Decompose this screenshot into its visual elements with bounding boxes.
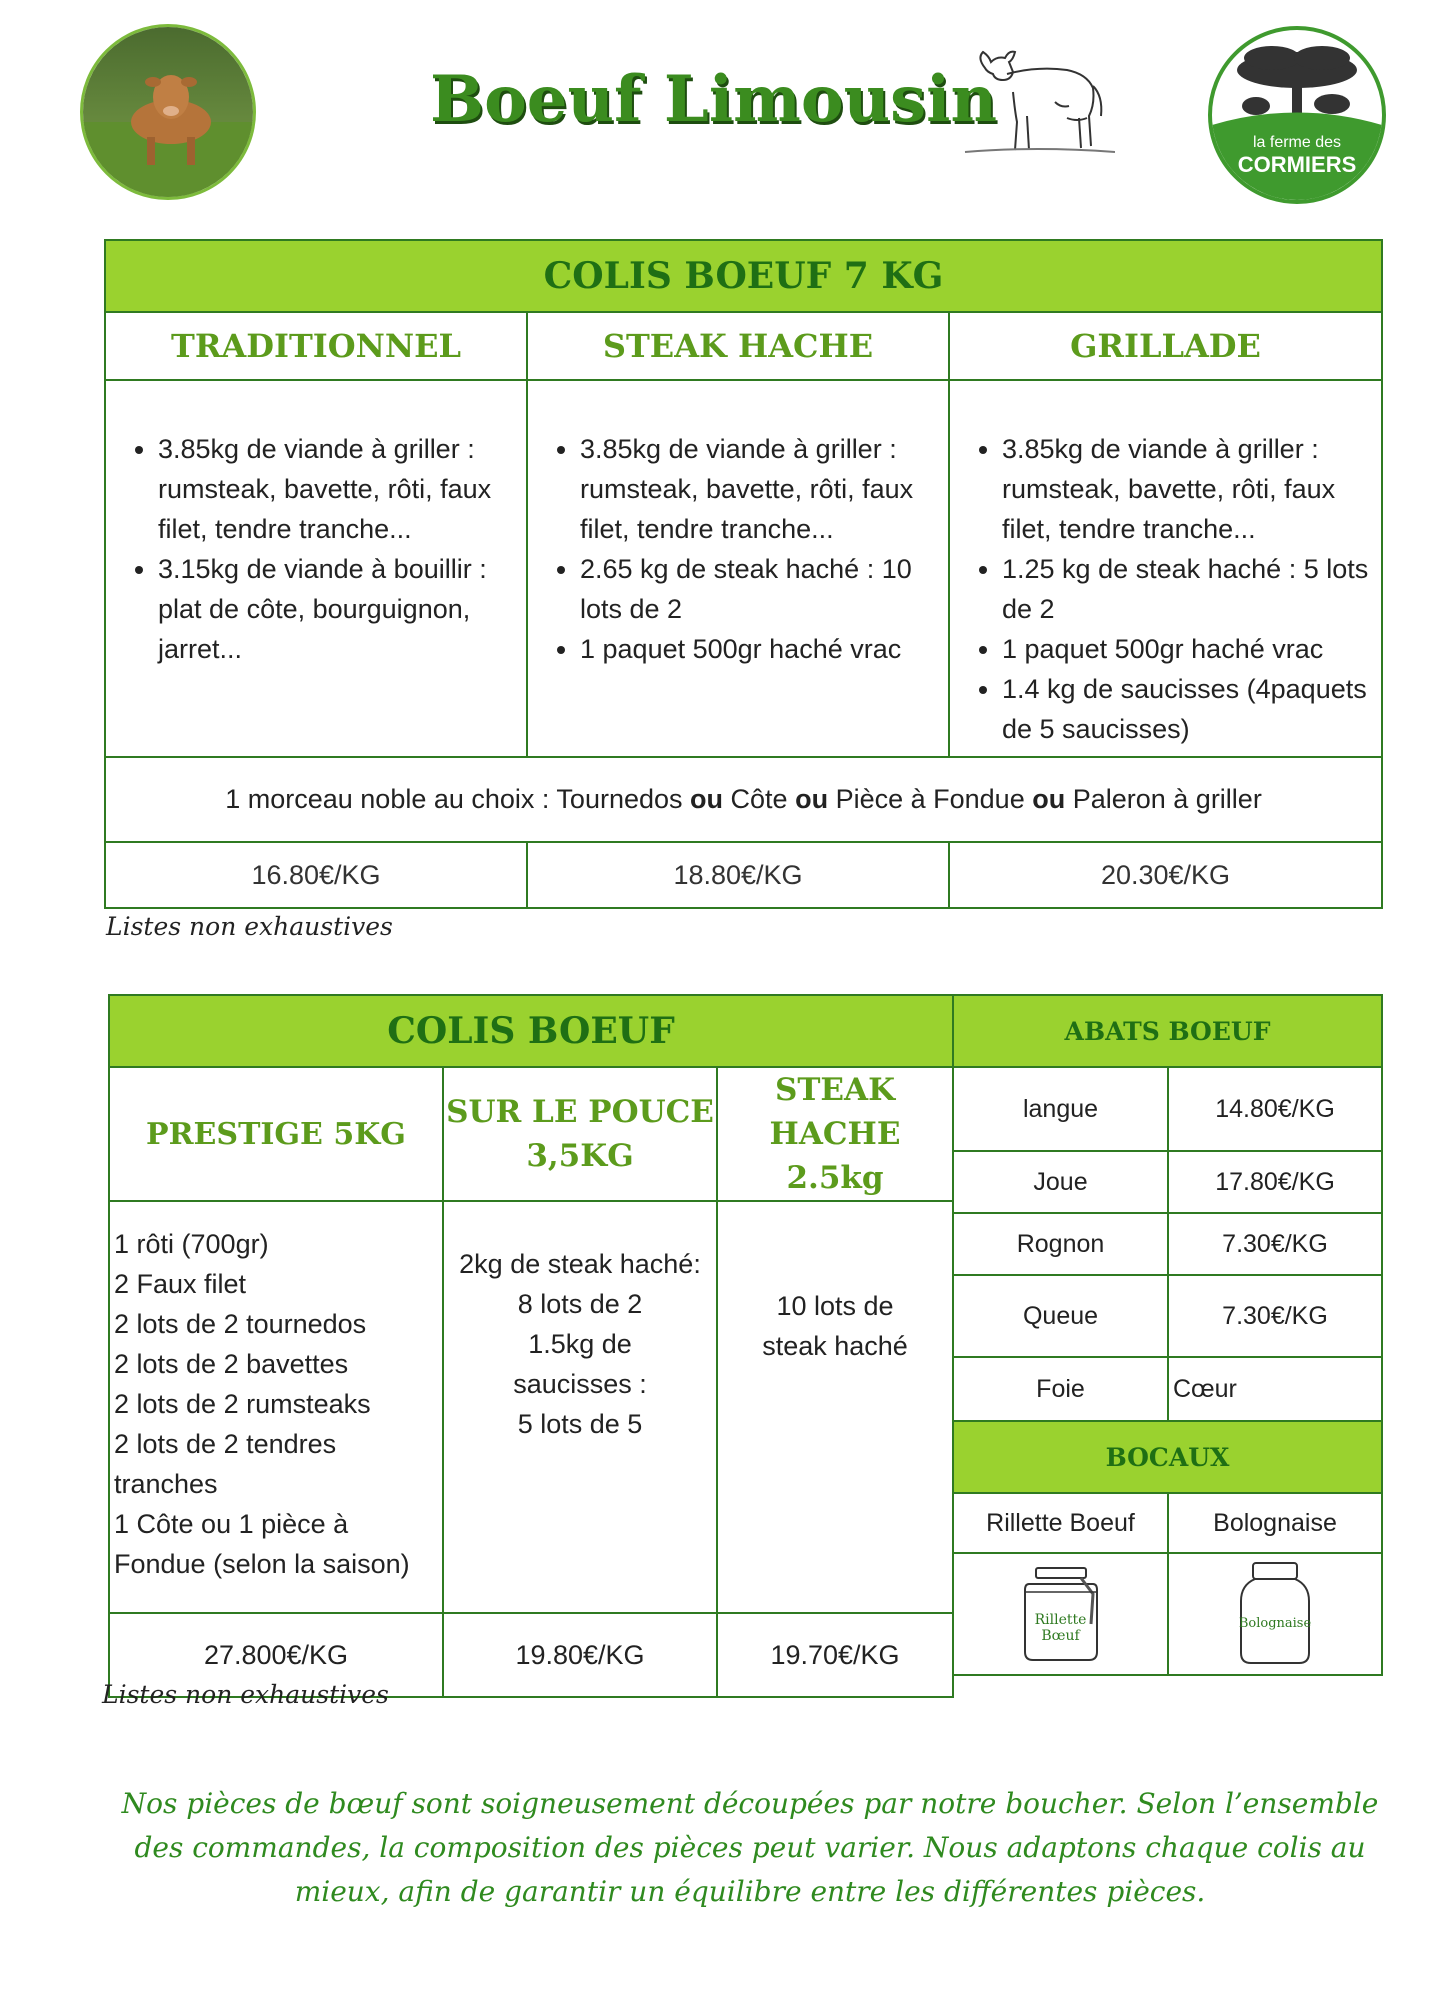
prestige-contents: 1 rôti (700gr) 2 Faux filet 2 lots de 2 tournedos 2 lots de 2 bavettes 2 lots de 2 rumsteaks 2 lots de 2 tendres tranches 1 Côte ou 1 pièce à Fondue (selon la saison)	[109, 1201, 443, 1613]
list-item: • 1.25 kg de steak haché : 5 lots de 2	[1002, 549, 1375, 629]
abats-title: ABATS BOEUF	[953, 995, 1382, 1067]
list-item: • 1.4 kg de saucisses (4paquets de 5 saucisses)	[1002, 669, 1375, 749]
abats-price-queue: 7.30€/KG	[1168, 1275, 1382, 1357]
abats-name-langue: langue	[953, 1067, 1168, 1151]
col-header-steak-hache: STEAK HACHE	[527, 312, 949, 380]
price-grillade: 20.30€/KG	[949, 842, 1382, 908]
price-steak-hache: 18.80€/KG	[527, 842, 949, 908]
bocal-name-bolognaise: Bolognaise	[1168, 1493, 1382, 1553]
colis-7kg-table	[104, 239, 1383, 909]
col-header-traditionnel: TRADITIONNEL	[105, 312, 527, 380]
col-header-prestige: PRESTIGE 5KG	[109, 1067, 443, 1201]
page-title: Boeuf Limousin	[430, 62, 997, 137]
sur-le-pouce-contents: 2kg de steak haché: 8 lots de 2 1.5kg de saucisses : 5 lots de 5	[443, 1201, 717, 1613]
col-header-grillade: GRILLADE	[949, 312, 1382, 380]
traditionnel-contents	[105, 380, 527, 757]
colis-7kg-title: COLIS BOEUF 7 KG	[105, 240, 1382, 312]
abats-price-langue: 14.80€/KG	[1168, 1067, 1382, 1151]
list-item: • 1 paquet 500gr haché vrac	[1002, 629, 1375, 669]
farm-logo-text: la ferme des CORMIERS	[1237, 134, 1357, 177]
abats-name-foie: Foie	[953, 1357, 1168, 1421]
abats-name-queue: Queue	[953, 1275, 1168, 1357]
abats-price-joue: 17.80€/KG	[1168, 1151, 1382, 1213]
farm-logo	[1208, 26, 1386, 204]
footer-note: Nos pièces de bœuf sont soigneusement découpées par notre boucher. Selon l’ensemble des commandes, la composition des pièces peut varier. Nous adaptons chaque colis au mieux, afin de garantir un équilibre entre les différentes pièces.	[121, 1787, 1379, 1908]
abats-price-rognon: 7.30€/KG	[1168, 1213, 1382, 1275]
noble-piece-row: 1 morceau noble au choix : Tournedos ou Côte ou Pièce à Fondue ou Paleron à griller	[105, 757, 1382, 842]
note-non-exhaustive: Listes non exhaustives	[106, 912, 393, 941]
abats-coeur: Cœur	[1168, 1357, 1382, 1421]
jar-bolognaise-cell: Bolognaise	[1168, 1553, 1382, 1675]
jar-icon	[1225, 1559, 1325, 1669]
price-prestige: 27.800€/KG	[109, 1613, 443, 1697]
list-item: • 3.85kg de viande à griller : rumsteak, bavette, rôti, faux filet, tendre tranche...	[1002, 429, 1375, 549]
price-sur-le-pouce: 19.80€/KG	[443, 1613, 717, 1697]
list-item: • 3.85kg de viande à griller : rumsteak, bavette, rôti, faux filet, tendre tranche...	[158, 429, 520, 549]
steak-hache-contents	[527, 380, 949, 757]
col-header-steak-hache-2: STEAK HACHE 2.5kg	[717, 1067, 953, 1201]
list-item: • 3.15kg de viande à bouillir : plat de côte, bourguignon, jarret...	[158, 549, 520, 669]
abats-bocaux-table	[952, 994, 1383, 1676]
bocaux-title: BOCAUX	[953, 1421, 1382, 1493]
list-item: • 2.65 kg de steak haché : 10 lots de 2	[580, 549, 942, 629]
abats-name-joue: Joue	[953, 1151, 1168, 1213]
list-item: • 1 paquet 500gr haché vrac	[580, 629, 942, 669]
bocal-name-rillette: Rillette Boeuf	[953, 1493, 1168, 1553]
colis-boeuf-title: COLIS BOEUF	[109, 995, 953, 1067]
steak-hache-2-contents: 10 lots de steak haché	[717, 1201, 953, 1613]
jar-rillette-cell: Rillette Bœuf	[953, 1553, 1168, 1675]
colis-boeuf-table	[108, 994, 954, 1698]
grillade-contents	[949, 380, 1382, 757]
col-header-sur-le-pouce: SUR LE POUCE 3,5KG	[443, 1067, 717, 1201]
note-non-exhaustive-2: Listes non exhaustives	[102, 1680, 389, 1709]
abats-name-rognon: Rognon	[953, 1213, 1168, 1275]
price-steak-hache-2: 19.70€/KG	[717, 1613, 953, 1697]
list-item: • 3.85kg de viande à griller : rumsteak, bavette, rôti, faux filet, tendre tranche...	[580, 429, 942, 549]
cow-photo-logo	[80, 24, 256, 200]
price-traditionnel: 16.80€/KG	[105, 842, 527, 908]
cow-sketch-icon	[955, 38, 1115, 158]
